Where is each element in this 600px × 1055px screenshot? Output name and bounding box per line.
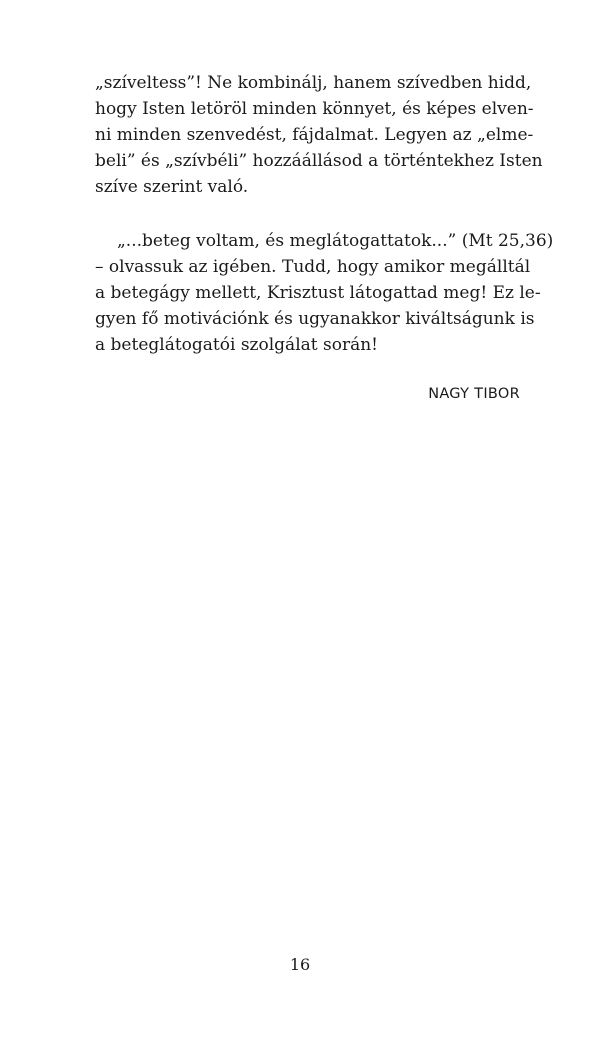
paragraph-2-line: a beteglátogatói szolgálat során!	[95, 335, 378, 355]
paragraph-2-line: „...beteg voltam, és meglátogattatok...” (Mt 25,36)	[117, 231, 554, 251]
paragraph-1-line: „szíveltess”! Ne kombinálj, hanem szívedben hidd,	[95, 73, 532, 93]
paragraph-1	[95, 70, 543, 200]
paragraph-2	[95, 228, 554, 358]
paragraph-1-line: szíve szerint való.	[95, 177, 249, 197]
author-signature: NAGY TIBOR	[428, 386, 520, 402]
paragraph-1-line: beli” és „szívbéli” hozzáállásod a történtekhez Isten	[95, 151, 543, 171]
paragraph-1-line: hogy Isten letöröl minden könnyet, és képes elven-	[95, 99, 534, 119]
paragraph-2-line: gyen fő motivációnk és ugyanakkor kiváltságunk is	[95, 309, 535, 329]
paragraph-2-line: – olvassuk az igében. Tudd, hogy amikor megálltál	[95, 257, 531, 277]
page-number: 16	[289, 955, 311, 974]
paragraph-1-line: ni minden szenvedést, fájdalmat. Legyen az „elme-	[95, 125, 534, 145]
paragraph-2-line: a betegágy mellett, Krisztust látogattad meg! Ez le-	[95, 283, 541, 303]
